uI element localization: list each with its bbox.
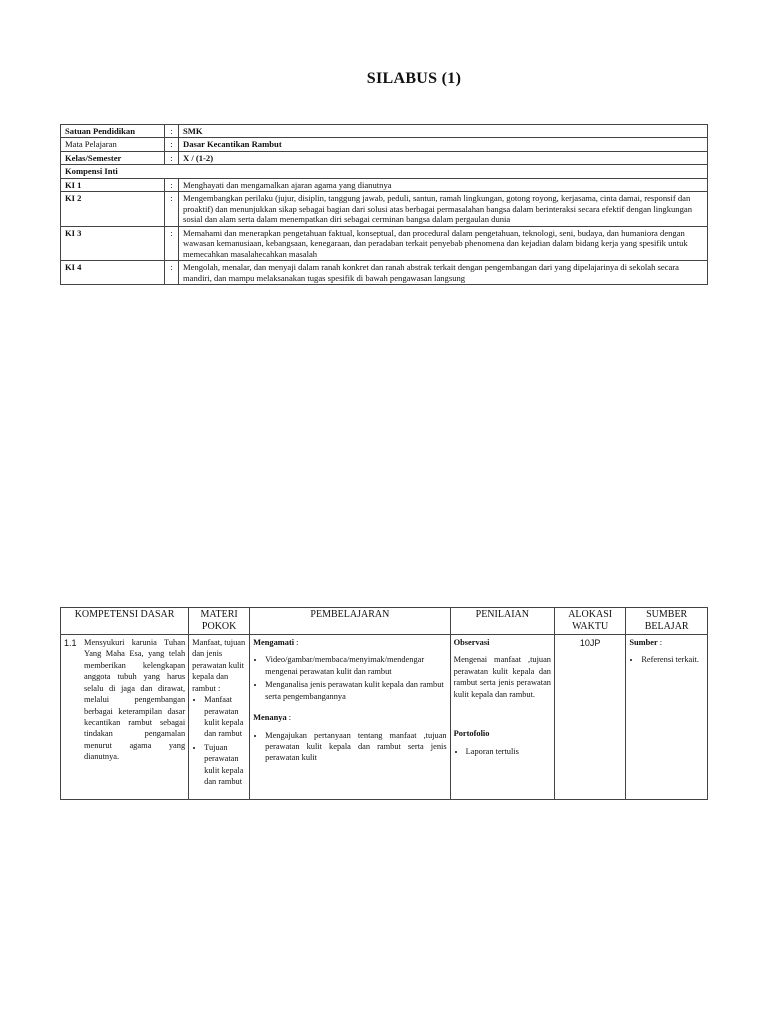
- silabus-row: [61, 635, 708, 800]
- header-sumber-belajar: SUMBER BELAJAR: [626, 608, 708, 635]
- kelas-value: X / (1-2): [179, 151, 708, 164]
- mengamati-label: Mengamati: [253, 638, 295, 647]
- header-penilaian: PENILAIAN: [450, 608, 554, 635]
- separator: :: [165, 192, 179, 226]
- silabus-header-row: [61, 608, 708, 635]
- ki-text: Menghayati dan mengamalkan ajaran agama yang dianutnya: [179, 178, 708, 191]
- separator: :: [165, 125, 179, 138]
- mapel-label: Mata Pelajaran: [61, 138, 165, 151]
- list-item: • Tujuan perawatan kulit kepala dan rambut: [204, 742, 246, 788]
- kelas-label: Kelas/Semester: [61, 151, 165, 164]
- separator: :: [165, 226, 179, 260]
- ki-label: KI 3: [61, 226, 165, 260]
- info-row-mapel: [61, 138, 708, 151]
- info-row-satuan: [61, 125, 708, 138]
- menanya-label: Menanya: [253, 713, 287, 723]
- separator: :: [165, 178, 179, 191]
- satuan-label: Satuan Pendidikan: [61, 125, 165, 138]
- colon: :: [294, 638, 299, 647]
- observasi-label: Observasi: [453, 638, 490, 647]
- mapel-value: Dasar Kecantikan Rambut: [179, 138, 708, 151]
- ki-label: KI 2: [61, 192, 165, 226]
- colon: :: [286, 713, 292, 723]
- materi-cell: [189, 635, 250, 800]
- ki-text: Mengolah, menalar, dan menyaji dalam ranah konkret dan ranah abstrak terkait dengan pengembangan dari yang dipelajarinya di sekolah secara mandiri, dan mampu melaksanakan tugas spesifik di bawah pengawasan langsung: [179, 261, 708, 285]
- kd-cell: [61, 635, 189, 800]
- page-title: SILABUS (1): [366, 70, 462, 87]
- ki-row-1: [61, 178, 708, 191]
- ki-heading-row: [61, 165, 708, 178]
- separator: :: [165, 261, 179, 285]
- header-materi-pokok: MATERI POKOK: [189, 608, 250, 635]
- ki-heading: Kompensi Inti: [61, 165, 708, 178]
- sumber-cell: [626, 635, 708, 800]
- kd-number: 1.1: [64, 638, 77, 648]
- alokasi-cell: [555, 635, 626, 800]
- ki-text: Mengembangkan perilaku (jujur, disiplin, tanggung jawab, peduli, santun, ramah lingkungan, gotong royong, kerjasama, cinta damai, responsif dan proaktif) dan menunjukkan sikap sebagai bagian dari solusi atas berbagai permasalahan bangsa dalam berinteraksi secara efektif dengan lingkungan sosial dan alam serta dalam menempatkan diri sebagai cerminan bangsa dalam pergaulan dunia: [179, 192, 708, 226]
- ki-text: Memahami dan menerapkan pengetahuan faktual, konseptual, dan procedural dalam pengetahuan, teknologi, seni, budaya, dan humaniora dengan wawasan kemanusiaan, kebangsaan, kenegaraan, dan peradaban terkait penyebab phenomena dan kejadian dalam bidang kerja yang spesifik untuk memecahkan masalahecahkan masalah: [179, 226, 708, 260]
- separator: :: [165, 138, 179, 151]
- ki-row-2: [61, 192, 708, 226]
- silabus-table: [60, 607, 708, 800]
- info-table: [60, 124, 708, 285]
- list-item: • Mengajukan pertanyaan tentang manfaat ,tujuan perawatan kulit kepala dan rambut serta jenis perawatan kulit: [265, 730, 447, 764]
- ki-label: KI 1: [61, 178, 165, 191]
- observasi-text: Mengenai manfaat ,tujuan perawatan kulit kepala dan rambut serta jenis perawatan kulit kepala dan rambut.: [453, 655, 551, 699]
- list-item: • Video/gambar/membaca/menyimak/mendengar mengenai perawatan kulit dan rambut: [265, 654, 447, 677]
- list-item: • Laporan tertulis: [466, 746, 551, 757]
- penilaian-cell: [450, 635, 554, 800]
- ki-row-3: [61, 226, 708, 260]
- header-kompetensi-dasar: KOMPETENSI DASAR: [61, 608, 189, 635]
- header-pembelajaran: PEMBELAJARAN: [250, 608, 451, 635]
- header-alokasi-waktu: ALOKASI WAKTU: [555, 608, 626, 635]
- portofolio-label: Portofolio: [453, 729, 490, 739]
- materi-intro: Manfaat, tujuan dan jenis perawatan kulit kepala dan rambut :: [192, 638, 246, 693]
- sumber-label: Sumber: [629, 638, 658, 647]
- list-item: • Manfaat perawatan kulit kepala dan rambut: [204, 694, 246, 740]
- kd-text: Mensyukuri karunia Tuhan Yang Maha Esa, yang telah memberikan kelengkapan anggota tubuh yang harus selalu di jaga dan dirawat, melalui pengembangan berbagai keterampilan dasar kecantikan rambut sebagai tindakan pengamalan menurut agama yang dianutnya.: [84, 638, 186, 762]
- list-item: • Menganalisa jenis perawatan kulit kepala dan rambut serta pengembangannya: [265, 679, 447, 702]
- separator: :: [165, 151, 179, 164]
- ki-row-4: [61, 261, 708, 285]
- ki-label: KI 4: [61, 261, 165, 285]
- pembelajaran-cell: [250, 635, 451, 800]
- info-row-kelas: [61, 151, 708, 164]
- satuan-value: SMK: [179, 125, 708, 138]
- colon: :: [657, 638, 663, 647]
- list-item: • Referensi terkait.: [641, 654, 704, 665]
- alokasi-value: 10JP: [579, 638, 601, 648]
